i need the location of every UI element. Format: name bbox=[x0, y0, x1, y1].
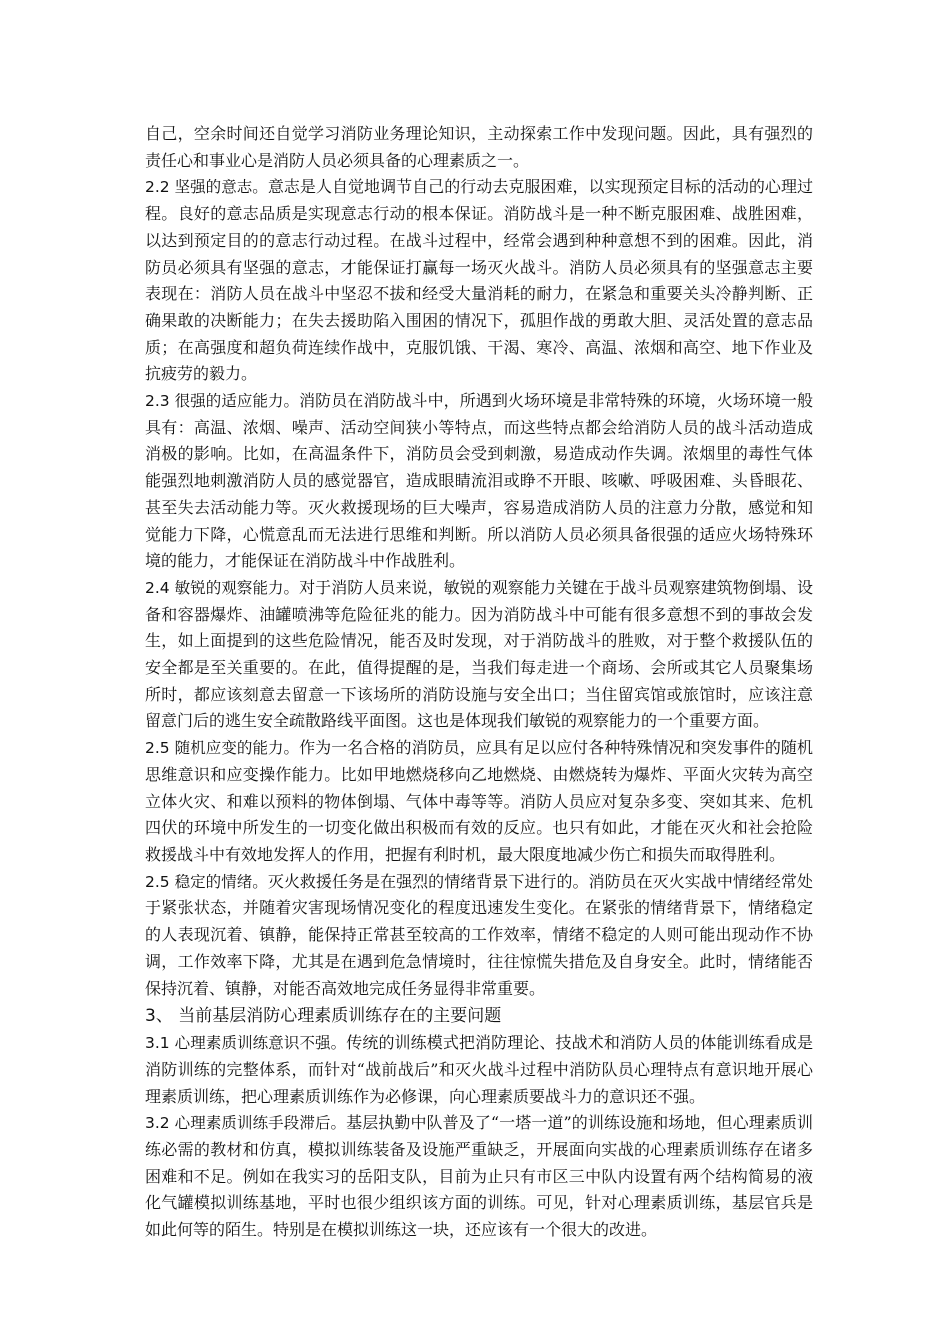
paragraph-text: 作为一名合格的消防员，应具有足以应付各种特殊情况和突发事件的随机思维意识和应变操作能力。比如甲地燃烧移向乙地燃烧、由燃烧转为爆炸、平面火灾转为高空立体火灾、和难以预料的物体倒塌、气体中毒等等。消防人员应对复杂多变、突如其来、危机四伏的环境中所发生的一切变化做出积极而有效的反应。也只有如此，才能在灭火和社会抢险救援战斗中有效地发挥人的作用，把握有利时机，最大限度地减少伤亡和损失而取得胜利。 bbox=[145, 738, 813, 864]
paragraph-observation bbox=[145, 575, 813, 735]
subheading-adaptation: 2.5 随机应变的能力。 bbox=[145, 739, 300, 758]
paragraph-text: 对于消防人员来说，敏锐的观察能力关键在于战斗员观察建筑物倒塌、设备和容器爆炸、油罐喷沸等危险征兆的能力。因为消防战斗中可能有很多意想不到的事故会发生，如上面提到的这些危险情况，能否及时发现，对于消防战斗的胜败，对于整个救援队伍的安全都是至关重要的。在此，值得提醒的是，当我们每走进一个商场、会所或其它人员聚集场所时，都应该刻意去留意一下该场所的消防设施与安全出口；当住留宾馆或旅馆时，应该注意留意门后的逃生安全疏散路线平面图。这也是体现我们敏锐的观察能力的一个重要方面。 bbox=[145, 577, 813, 731]
section-heading-3: 3、 当前基层消防心理素质训练存在的主要问题 bbox=[145, 1006, 502, 1027]
paragraph-awareness bbox=[145, 1030, 813, 1110]
paragraph-willpower bbox=[145, 174, 813, 388]
paragraph-text: 传统的训练模式把消防理论、技战术和消防人员的体能训练看成是消防训练的完整体系，而针对“战前战后”和灭火战斗过程中消防队员心理特点有意识地开展心理素质训练，把心理素质训练作为必修课，向心理素质要战斗力的意识还不强。 bbox=[145, 1033, 813, 1106]
paragraph-text: 消防员在消防战斗中，所遇到火场环境是非常特殊的环境，火场环境一般具有：高温、浓烟、噪声、活动空间狭小等特点，而这些特点都会给消防人员的战斗活动造成消极的影响。比如，在高温条件下，消防员会受到刺激，易造成动作失调。浓烟里的毒性气体能强烈地刺激消防人员的感觉器官，造成眼睛流泪或睁不开眼、咳嗽、呼吸困难、头昏眼花、甚至失去活动能力等。灭火救援现场的巨大噪声，容易造成消防人员的注意力分散，感觉和知觉能力下降，心慌意乱而无法进行思维和判断。所以消防人员必须具备很强的适应火场特殊环境的能力，才能保证在消防战斗中作战胜利。 bbox=[145, 391, 813, 571]
subheading-methods: 3.2 心理素质训练手段滞后。 bbox=[145, 1114, 347, 1133]
intro-paragraph: 自己，空余时间还自觉学习消防业务理论知识，主动探索工作中发现问题。因此，具有强烈的责任心和事业心是消防人员必须具备的心理素质之一。 bbox=[145, 124, 813, 170]
subheading-emotion: 2.5 稳定的情绪。 bbox=[145, 872, 268, 891]
document-body bbox=[145, 121, 813, 1244]
subheading-observation: 2.4 敏锐的观察能力。 bbox=[145, 578, 300, 597]
subheading-awareness: 3.1 心理素质训练意识不强。 bbox=[145, 1034, 347, 1053]
paragraph-adaptability bbox=[145, 388, 813, 575]
paragraph-text: 灭火救援任务是在强烈的情绪背景下进行的。消防员在灭火实战中情绪经常处于紧张状态，并随着灾害现场情况变化的程度迅速发生变化。在紧张的情绪背景下，情绪稳定的人表现沉着、镇静，能保持正常甚至较高的工作效率，情绪不稳定的人则可能出现动作不协调，工作效率下降，尤其是在遇到危急情境时，往往惊慌失措危及自身安全。此时，情绪能否保持沉着、镇静，对能否高效地完成任务显得非常重要。 bbox=[145, 871, 813, 998]
paragraph-methods bbox=[145, 1110, 813, 1244]
subheading-willpower: 2.2 坚强的意志。 bbox=[145, 178, 268, 197]
subheading-adaptability: 2.3 很强的适应能力。 bbox=[145, 392, 300, 411]
paragraph-emotion bbox=[145, 869, 813, 1003]
paragraph-text: 意志是人自觉地调节自己的行动去克服困难，以实现预定目标的活动的心理过程。良好的意志品质是实现意志行动的根本保证。消防战斗是一种不断克服困难、战胜困难，以达到预定目的的意志行动过程。在战斗过程中，经常会遇到种种意想不到的困难。因此，消防员必须具有坚强的意志，才能保证打赢每一场灭火战斗。消防人员必须具有的坚强意志主要表现在：消防人员在战斗中坚忍不拔和经受大量消耗的耐力，在紧急和重要关头冷静判断、正确果敢的决断能力；在失去援助陷入围困的情况下，孤胆作战的勇敢大胆、灵活处置的意志品质；在高强度和超负荷连续作战中，克服饥饿、干渴、寒冷、高温、浓烟和高空、地下作业及抗疲劳的毅力。 bbox=[145, 177, 813, 384]
paragraph-adaptation bbox=[145, 735, 813, 869]
paragraph-text: 基层执勤中队普及了“一塔一道”的训练设施和场地，但心理素质训练必需的教材和仿真，模拟训练装备及设施严重缺乏，开展面向实战的心理素质训练存在诸多困难和不足。例如在我实习的岳阳支队，目前为止只有市区三中队内设置有两个结构简易的液化气罐模拟训练基地，平时也很少组织该方面的训练。可见，针对心理素质训练，基层官兵是如此何等的陌生。特别是在模拟训练这一块，还应该有一个很大的改进。 bbox=[145, 1113, 813, 1240]
